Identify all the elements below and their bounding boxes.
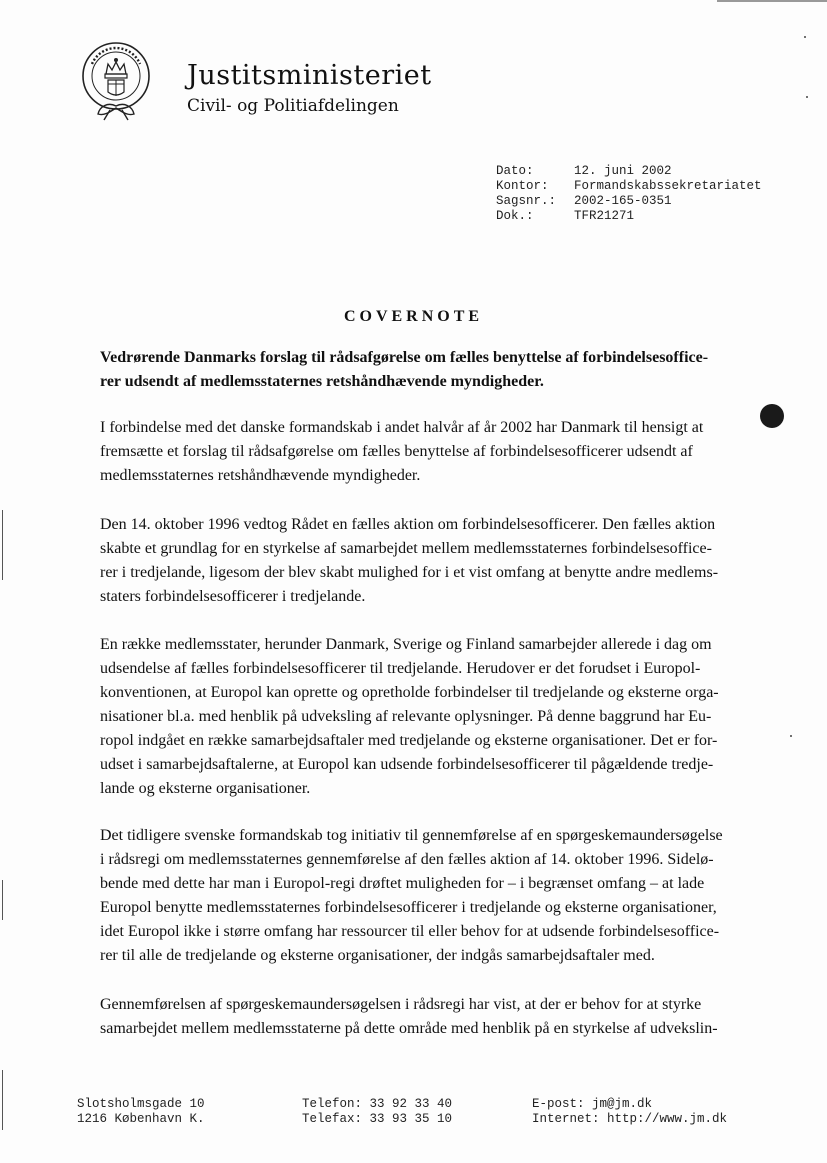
- footer-contact: [532, 1097, 727, 1127]
- meta-row-date: [496, 164, 762, 179]
- meta-row-document: [496, 209, 762, 224]
- paragraph-line: Europol benytte medlemsstaternes forbindelsesofficerer i tredjelande og eksterne organisationer,: [100, 899, 717, 916]
- paragraph-line: lande og eksterne organisationer.: [100, 780, 311, 797]
- body-paragraph-5: [100, 993, 748, 1041]
- meta-label: Kontor:: [496, 179, 549, 193]
- footer-city: 1216 København K.: [77, 1112, 205, 1126]
- ministry-name: Justitsministeriet: [187, 60, 432, 91]
- meta-label: Dato:: [496, 164, 534, 178]
- paragraph-line: udset i samarbejdsaftalerne, at Europol kan udsende forbindelsesofficerer til pågældende tredje-: [100, 756, 714, 773]
- paragraph-line: nisationer bl.a. med henblik på udveksling af relevante oplysninger. På denne baggrund har Eu-: [100, 708, 712, 725]
- paragraph-line: ropol indgået en række samarbejdsaftaler med tredjelande og eksterne organisationer. Det er for-: [100, 732, 718, 749]
- paragraph-line: samarbejdet mellem medlemsstaterne på dette område med henblik på en styrkelse af udvekslin-: [100, 1020, 718, 1037]
- department-name: Civil- og Politiafdelingen: [187, 96, 399, 116]
- meta-value: TFR21271: [574, 209, 635, 223]
- footer-telefax: Telefax: 33 93 35 10: [302, 1112, 453, 1126]
- body-paragraph-2: [100, 513, 748, 609]
- body-paragraph-1: [100, 416, 748, 488]
- paragraph-line: staters forbindelsesofficerer i tredjelande.: [100, 588, 366, 605]
- body-paragraph-4: [100, 824, 748, 968]
- paragraph-line: fremsætte et forslag til rådsafgørelse om fælles benyttelse af forbindelsesofficerer udsendt af: [100, 443, 693, 460]
- crest-logo-icon: [78, 40, 156, 122]
- scan-speck: [804, 36, 806, 38]
- footer-street: Slotsholmsgade 10: [77, 1097, 205, 1111]
- footer-address: [77, 1097, 205, 1127]
- punch-hole: [760, 404, 784, 428]
- scan-edge-mark: [2, 1070, 3, 1130]
- paragraph-line: i rådsregi om medlemsstaternes gennemførelse af den fælles aktion af 14. oktober 1996. Sidelø-: [100, 851, 714, 868]
- paragraph-line: rer til alle de tredjelande og eksterne organisationer, der indgås samarbejdsaftaler med.: [100, 947, 655, 964]
- paragraph-line: udsendelse af fælles forbindelsesofficerer til tredjelande. Herudover er det forudset i Europol-: [100, 660, 701, 677]
- paragraph-line: En række medlemsstater, herunder Danmark, Sverige og Finland samarbejder allerede i dag om: [100, 636, 712, 653]
- paragraph-line: rer i tredjelande, ligesom der blev skabt mulighed for i et vist omfang at benytte andre medlems-: [100, 564, 719, 581]
- paragraph-line: I forbindelse med det danske formandskab i andet halvår af år 2002 har Danmark til hensigt at: [100, 419, 704, 436]
- meta-row-case-number: [496, 194, 762, 209]
- paragraph-line: skabte et grundlag for en styrkelse af samarbejdet mellem medlemsstaternes forbindelsesoffice-: [100, 540, 712, 557]
- scan-speck: [790, 735, 792, 737]
- meta-value: 12. juni 2002: [574, 164, 672, 178]
- meta-row-office: [496, 179, 762, 194]
- paragraph-line: Det tidligere svenske formandskab tog initiativ til gennemførelse af en spørgeskemaundersøgelse: [100, 827, 723, 844]
- body-paragraph-3: [100, 633, 748, 801]
- subject-line: [100, 346, 740, 394]
- footer-phone: [302, 1097, 452, 1127]
- meta-value: 2002-165-0351: [574, 194, 672, 208]
- meta-label: Sagsnr.:: [496, 194, 557, 208]
- meta-label: Dok.:: [496, 209, 534, 223]
- footer-website: Internet: http://www.jm.dk: [532, 1112, 728, 1126]
- scan-edge-mark: [2, 510, 3, 580]
- paragraph-line: konventionen, at Europol kan oprette og opretholde forbindelser til tredjelande og eksterne orga-: [100, 684, 719, 701]
- paragraph-line: Den 14. oktober 1996 vedtog Rådet en fælles aktion om forbindelsesofficerer. Den fælles aktion: [100, 516, 716, 533]
- scan-edge-mark: [2, 880, 3, 920]
- document-heading: COVERNOTE: [343, 308, 484, 325]
- paragraph-line: medlemsstaternes retshåndhævende myndigheder.: [100, 467, 421, 484]
- scan-speck: [806, 96, 808, 98]
- footer-telephone: Telefon: 33 92 33 40: [302, 1097, 453, 1111]
- meta-value: Formandskabssekretariatet: [574, 179, 762, 193]
- paragraph-line: bende med dette har man i Europol-regi drøftet muligheden for – i begrænset omfang – at lade: [100, 875, 705, 892]
- document-metadata: [496, 164, 762, 224]
- footer-email: E-post: jm@jm.dk: [532, 1097, 653, 1111]
- subject-text-line: Vedrørende Danmarks forslag til rådsafgørelse om fælles benyttelse af forbindelsesoffice-: [100, 349, 709, 366]
- subject-text-line: rer udsendt af medlemsstaternes retshåndhævende myndigheder.: [100, 373, 544, 390]
- paragraph-line: Gennemførelsen af spørgeskemaundersøgelsen i rådsregi har vist, at der er behov for at styrke: [100, 996, 702, 1013]
- scan-artifact: [717, 0, 827, 2]
- paragraph-line: idet Europol ikke i større omfang har ressourcer til eller behov for at udsende forbindelsesoffice-: [100, 923, 720, 940]
